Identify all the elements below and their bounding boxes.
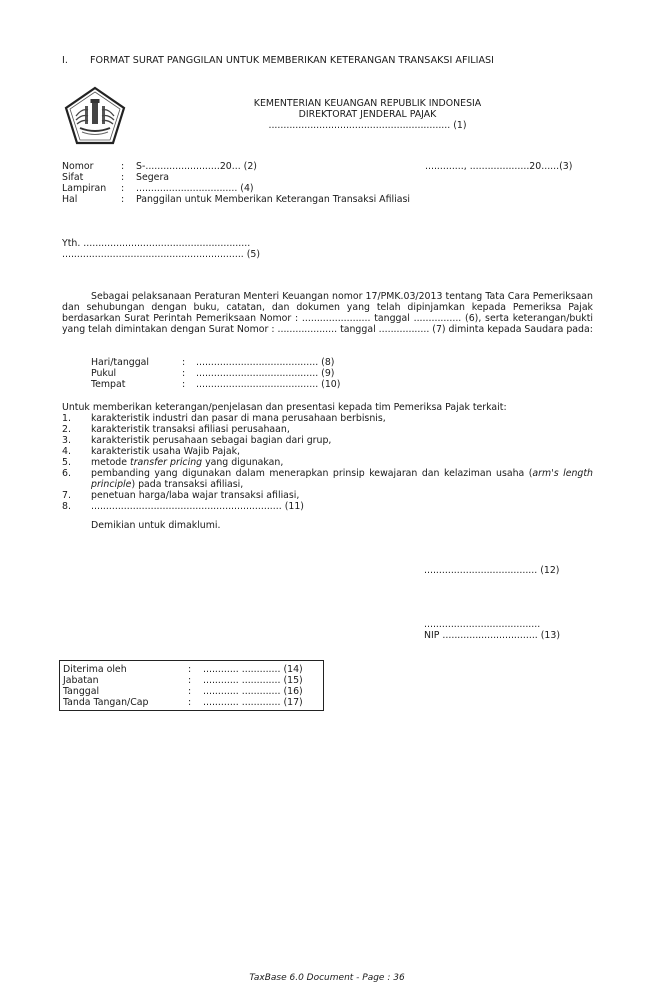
signatory-title-line: ...................................... (12) xyxy=(424,565,560,576)
signatory-nip-line: NIP ................................ (13) xyxy=(424,630,560,641)
header-field-hal: Hal : Panggilan untuk Memberikan Keterangan Transaksi Afiliasi xyxy=(62,194,410,205)
header-field-lampiran: Lampiran : .................................. (4) xyxy=(62,183,254,194)
ministry-name: KEMENTERIAN KEUANGAN REPUBLIK INDONESIA xyxy=(253,98,482,109)
list-item: 6. pembanding yang digunakan dalam menerapkan prinsip kewajaran dan kelaziman usaha (arm's length principle) pada transaksi afiliasi, xyxy=(62,468,593,490)
directorate-name: DIREKTORAT JENDERAL PAJAK xyxy=(298,109,437,120)
list-item: 4. karakteristik usaha Wajib Pajak, xyxy=(62,446,241,457)
list-item: 3. karakteristik perusahaan sebagai bagian dari grup, xyxy=(62,435,332,446)
letterhead xyxy=(235,98,500,131)
place-date-line: ............., ....................20......(3) xyxy=(425,161,573,172)
schedule-row: Pukul : ......................................... (9) xyxy=(91,368,335,379)
list-item: 7. penetuan harga/laba wajar transaksi afiliasi, xyxy=(62,490,300,501)
header-field-nomor: Nomor : S-.........................20... (2) xyxy=(62,161,257,172)
signatory-block xyxy=(424,619,560,641)
schedule-block xyxy=(91,357,340,390)
list-item: 1. karakteristik industri dan pasar di mana perusahaan berbisnis, xyxy=(62,413,386,424)
addressee-block xyxy=(62,238,260,260)
closing-sentence: Demikian untuk dimaklumi. xyxy=(91,520,221,531)
section-number: I. xyxy=(62,55,68,66)
signatory-name-line: ....................................... xyxy=(424,619,541,630)
kementerian-keuangan-emblem-icon xyxy=(64,86,126,146)
section-title: FORMAT SURAT PANGGILAN UNTUK MEMBERIKAN KETERANGAN TRANSAKSI AFILIASI xyxy=(90,55,494,66)
list-intro: Untuk memberikan keterangan/penjelasan dan presentasi kepada tim Pemeriksa Pajak terkait: xyxy=(62,402,507,413)
receipt-box xyxy=(59,660,324,711)
addressee-line-2: ............................................................. (5) xyxy=(62,249,261,260)
list-item: 5. metode transfer pricing yang digunakan, xyxy=(62,457,284,468)
receipt-row: Jabatan : ............ ............. (15) xyxy=(63,675,303,686)
section-heading xyxy=(62,55,494,66)
receipt-row: Tanda Tangan/Cap : ............ ............. (17) xyxy=(63,697,303,708)
list-item: 8. ................................................................ (11) xyxy=(62,501,304,512)
schedule-row: Hari/tanggal : ......................................... (8) xyxy=(91,357,335,368)
addressee-line-1: Yth. ........................................................ xyxy=(62,238,251,249)
receipt-row: Diterima oleh : ............ ............. (14) xyxy=(63,664,303,675)
receipt-row: Tanggal : ............ ............. (16) xyxy=(63,686,303,697)
list-item: 2. karakteristik transaksi afiliasi perusahaan, xyxy=(62,424,290,435)
topic-list xyxy=(62,413,593,512)
office-name-blank: ............................................................. (1) xyxy=(268,120,467,131)
schedule-row: Tempat : ......................................... (10) xyxy=(91,379,341,390)
body-paragraph: Sebagai pelaksanaan Peraturan Menteri Keuangan nomor 17/PMK.03/2013 tentang Tata Cara Pemeriksaan dan sehubungan dengan buku, catatan, dan dokumen yang telah dipinjamkan kepada Pemeriksa Pajak berdasarkan Surat Perintah Pemeriksaan Nomor : ....................... tanggal ................ (6), serta keterangan/bukti yang telah dimintakan dengan Surat Nomor : .................... tanggal ................. (7) diminta kepada Saudara pada: xyxy=(62,291,593,335)
header-field-sifat: Sifat : Segera xyxy=(62,172,170,183)
page-footer: TaxBase 6.0 Document - Page : 36 xyxy=(249,973,405,983)
